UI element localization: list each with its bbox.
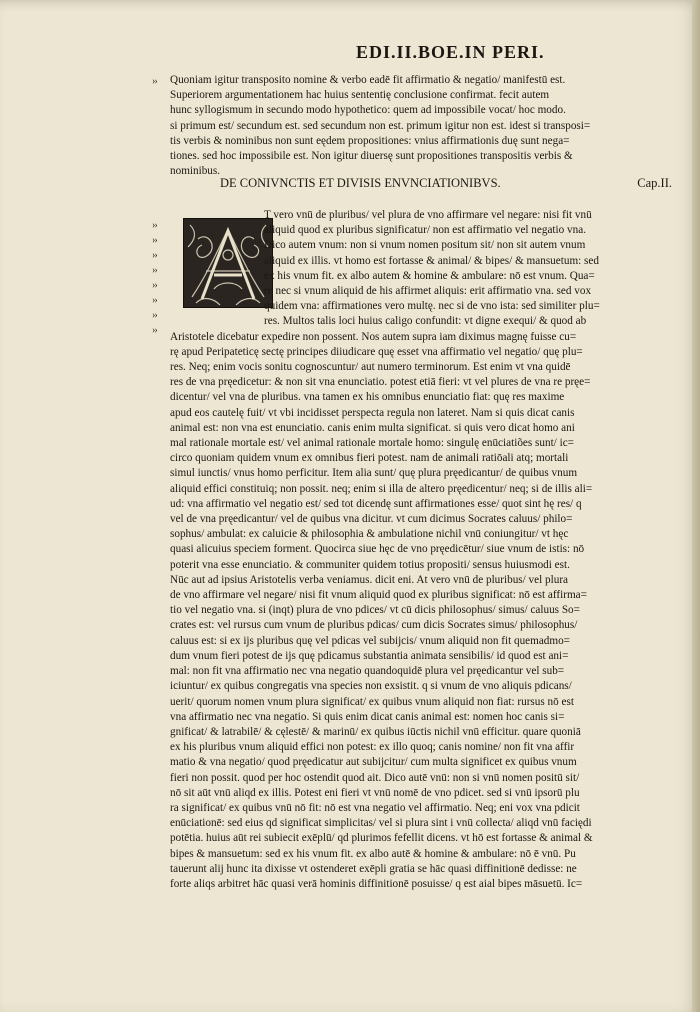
text-line: nominibus. — [170, 165, 221, 178]
text-line: aliquid ex illis. vt homo est fortasse & animal/ & bipes/ & mansuetum: sed — [264, 254, 599, 267]
margin-mark: ›› — [152, 250, 157, 261]
text-line: animal est: non vna est enunciatio. canis enim multa significat. si quis vero dicat homo ani — [170, 421, 575, 434]
text-line: mal: non fit vna affirmatio nec vna negatio quandoquidē plura vel pręedicantur vel sub= — [170, 665, 565, 678]
margin-mark: ›› — [152, 220, 157, 231]
running-head: EDI.II.BOE.IN PERI. — [356, 42, 545, 62]
text-line: ex his vnum fit. ex albo autem & homine & ambulare: nō est vnum. Qua= — [264, 269, 595, 282]
text-line: quasi alicuius speciem forment. Quocirca siue hęc de vno pręedicētur/ siue vnum de istis: nō — [170, 543, 585, 556]
text-line: re nec si vnum aliquid de his affirmet aliquis: erit affirmatio vna. sed vox — [264, 285, 592, 298]
text-line: circo quoniam quidem vnum ex omnibus fieri potest. nam de animali ratiōali atq; mortali — [170, 452, 569, 465]
text-line: dicentur/ vel vna de pluribus. vna tamen ex his omnibus enunciatio fiat: quę res maxime — [170, 391, 565, 404]
text-line: res. Neq; enim vocis sonitu cognoscuntur/ aut numero terminorum. Est enim vt vna quidē — [170, 361, 571, 374]
text-line: fieri non possit. quod per hoc ostendit quod ait. Dico autē vnū: non si vnū nomen positū sit/ — [170, 771, 580, 784]
text-line: res de vna pręedicetur: & non sit vna enunciatio. potest etiā fieri: vt vel plures de vna re pręe= — [170, 376, 591, 389]
text-line: aliquid quod ex pluribus significatur/ non est affirmatio vel negatio vna. — [264, 224, 586, 237]
chapter-title: DE CONIVNCTIS ET DIVISIS ENVNCIATIONIBVS. — [220, 176, 501, 190]
margin-mark: ›› — [152, 295, 157, 306]
margin-mark: ›› — [152, 235, 157, 246]
text-line: gnificat/ & latrabilē/ & cęlestē/ & marinū/ ex quibus iūctis nichil vnū efficitur. quare quoniā — [170, 725, 581, 738]
text-line: tauerunt alij hunc ita dixisse vt ostenderet exēpli gratia se hāc quasi diffinitionē dedisse: ne — [170, 862, 577, 875]
text-line: dum vnum fieri potest de ijs quę pdicamus substantia animata sensibilis/ id quod est ani= — [170, 649, 569, 662]
text-line: Dico autem vnum: non si vnum nomen positum sit/ non sit autem vnum — [264, 239, 586, 252]
text-line: ra significat/ ex quibus vnū nō fit: nō est vna negatio vel affirmatio. Neq; eni vox vna pdicit — [170, 801, 580, 814]
text-line: tio vel negatio vna. si (inqt) plura de vno pdices/ vt cū dicis philosophus/ simus/ caluus So= — [170, 604, 580, 617]
text-line: quidem vna: affirmationes vero multę. nec si de vno ista: sed similiter plu= — [264, 300, 600, 313]
margin-mark: ›› — [152, 310, 157, 321]
margin-mark: ›› — [152, 280, 157, 291]
text-line: apud eos cautelę fuit/ vt vbi incidisset perspecta regula non lateret. Nam si quis dicat canis — [170, 406, 575, 419]
text-line: poterit vna esse enunciatio. & communiter quidem totius propositi/ sensus huiusmodi est. — [170, 558, 570, 571]
text-line: tis verbis & nominibus non sunt eędem propositiones: vnius affirmationis duę sunt nega= — [170, 134, 570, 147]
text-line: tiones. sed hoc impossibile est. Non igitur diuersę sunt propositiones transpositis verbis & — [170, 150, 573, 163]
text-line: vna affirmatio nec vna negatio. Si quis enim dicat canis animal est: nomen hoc canis si= — [170, 710, 565, 723]
text-line: enūciationē: sed eius qd significat simplicitas/ vel si plura sint i vnū collecta/ aliqd vnū faciędi — [170, 817, 592, 830]
text-line: crates est: vel rursus cum vnum de pluribus pdicas/ cum dicis Socrates simus/ philosophus/ — [170, 619, 578, 632]
text-line: ex his pluribus vnum aliquid effici non potest: ex illo quoq; canis nomine/ non fit vna affir — [170, 741, 575, 754]
text-line: res. Multos talis loci huius caligo confundit: vt digne exequi/ & quod ab — [264, 315, 587, 328]
text-line: uerit/ quorum nomen vnum plura significat/ ex quibus vnum aliquid non fiat: rursus nō est — [170, 695, 574, 708]
chapter-heading — [220, 176, 672, 191]
text-line: vel de vna pręedicantur/ vel de quibus vna dicitur. vt cum dicimus Socrates caluus/ philo= — [170, 513, 573, 526]
text-line: iciuntur/ ex quibus congregatis vna species non exsistit. q si vnum de vno aliquis pdicans/ — [170, 680, 572, 693]
text-line: si primum est/ secundum est. sed secundum non est. primum igitur non est. idest si transposi= — [170, 119, 591, 132]
text-line: matio & vna negatio/ quod pręedicatur aut subijcitur/ cum multa significet ex quibus vnum — [170, 756, 577, 769]
main-text — [170, 208, 670, 892]
margin-mark: ›› — [152, 325, 157, 336]
text-line: rę apud Peripateticę sectę principes diiudicare quę esset vna affirmatio vel negatio/ quę plu= — [170, 345, 583, 358]
text-line: mal rationale mortale est/ vel animal rationale mortale homo: singulę enūciatiões sunt/ ic= — [170, 437, 574, 450]
text-line: simul iunctis/ vnus homo perficitur. Item alia sunt/ quę plura pręedicantur/ de quibus vnum — [170, 467, 578, 480]
text-line: Aristotele dicebatur expedire non possent. Nos autem supra iam diximus magnę fuisse cu= — [170, 330, 577, 343]
text-line: Superiorem argumentationem hac huius sententię conclusione confirmat. fecit autem — [170, 89, 550, 102]
text-line: potētia. huius aūt rei subiecit exēplū/ qd plurimos fefellit dicens. vt hō est fortasse & animal & — [170, 832, 593, 845]
text-line: Quoniam igitur transposito nomine & verbo eadē fit affirmatio & negatio/ manifestū est. — [170, 74, 566, 86]
text-line: nō sit aūt vnū aliqd ex illis. Potest eni fieri vt vnū nomē de vno pdicet. sed si vnū ipsorū plu — [170, 786, 580, 799]
text-line: de vno affirmare vel negare/ nisi fit vnum aliquid quod ex pluribus significat: nō est affirma= — [170, 589, 587, 602]
text-line: T vero vnū de pluribus/ vel plura de vno affirmare vel negare: nisi fit vnū — [264, 209, 592, 221]
margin-mark: ›› — [152, 265, 157, 276]
text-line: sophus/ ambulat: ex caluicie & philosophia & ambulatione nichil vnū coniungitur/ vt hęc — [170, 528, 569, 541]
chapter-number: Cap.II. — [637, 176, 672, 190]
text-line: forte aliqs arbitret hāc quasi verā hominis diffinitionē posuisse/ q est aial bipes māsuetū. Ic= — [170, 877, 583, 890]
text-line: bipes & mansuetum: sed ex his vnum fit. ex albo autē & homine & ambulare: nō ē vnū. Pu — [170, 847, 576, 860]
text-line: hunc syllogismum in secundo modo hypothetico: quem ad impossibile vocat/ hoc modo. — [170, 104, 566, 117]
top-paragraph — [170, 73, 670, 179]
text-line: aliquid effici constituiq; non possit. neq; enim si illa de altero pręedicentur/ neq; si de illis ali= — [170, 482, 593, 495]
margin-mark: ›› — [152, 76, 157, 87]
text-line: Nūc aut ad ipsius Aristotelis verba veniamus. dicit eni. At vero vnū de pluribus/ vel plura — [170, 573, 569, 586]
page-edge — [692, 0, 700, 1012]
text-line: caluus est: si ex ijs pluribus quę vel pdicas vel subijcis/ vnum aliquid non fit quemadmo= — [170, 634, 570, 647]
text-line: ud: vna affirmatio vel negatio est/ sed tot dicendę sunt affirmationes esse/ quot sint hę res/ q — [170, 497, 582, 510]
